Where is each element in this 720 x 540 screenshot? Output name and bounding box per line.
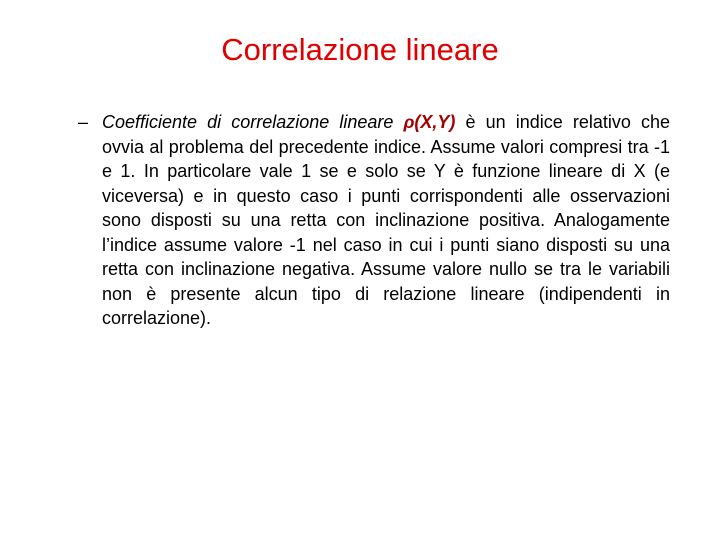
slide-title: Correlazione lineare <box>221 32 499 67</box>
bullet-paragraph <box>102 110 670 331</box>
bullet-lead-text: Coefficiente di correlazione lineare <box>102 112 394 132</box>
bullet-item <box>78 110 670 331</box>
bullet-marker: – <box>78 112 89 132</box>
correlation-symbol: ρ(X,Y) <box>403 112 456 132</box>
bullet-body-text: è un indice relativo che ovvia al problema del precedente indice. Assume valori compresi tra -1 e 1. In particolare vale 1 se e solo se Y è funzione lineare di X (e viceversa) e in questo caso i punti corrispondenti alle osservazioni sono disposti su una retta con inclinazione positiva. Analogamente l’indice assume valore -1 nel caso in cui i punti siano disposti su una retta con inclinazione negativa. Assume valore nullo se tra le variabili non è presente alcun tipo di relazione lineare (indipendenti in correlazione). <box>102 112 670 328</box>
